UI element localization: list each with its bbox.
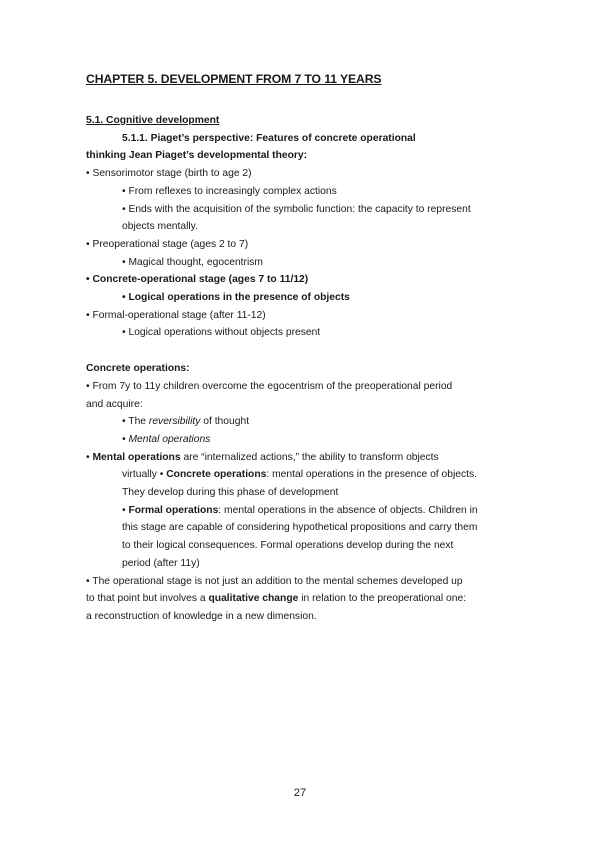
final-line2-post: in relation to the preoperational one:: [298, 593, 467, 605]
final-line2-pre: to that point but involves a: [86, 593, 209, 605]
stage-concrete-operational-point-1: • Logical operations in the presence of objects: [122, 292, 350, 304]
virtually-text: virtually: [122, 469, 160, 481]
stage-formal-operational: • Formal-operational stage (after 11-12): [86, 309, 266, 321]
mental-operations-item: • Mental operations: [122, 433, 211, 445]
final-paragraph-line1: • The operational stage is not just an addition to the mental schemes developed up: [86, 575, 463, 587]
reversibility-item: [86, 413, 526, 431]
co-text: : mental operations in the presence of objects.: [266, 469, 478, 481]
mo-text: are “internalized actions,” the ability to transform objects: [180, 451, 439, 463]
fo-text: : mental operations in the absence of objects. Children in: [218, 504, 478, 516]
stage-concrete-operational: • Concrete-operational stage (ages 7 to 11/12): [86, 274, 309, 286]
subsection-heading-line2: thinking Jean Piaget’s developmental theory:: [86, 150, 308, 162]
stage-sensorimotor: • Sensorimotor stage (birth to age 2): [86, 168, 252, 180]
fo-term: Formal operations: [128, 504, 219, 516]
concrete-intro-line1: • From 7y to 11y children overcome the egocentrism of the preoperational period: [86, 380, 453, 392]
stage-sensorimotor-point-2-cont: objects mentally.: [122, 221, 198, 233]
reversibility-suffix: of thought: [200, 416, 250, 428]
concrete-intro-line2: and acquire:: [86, 398, 143, 410]
document-body: [86, 112, 526, 626]
stage-preoperational: • Preoperational stage (ages 2 to 7): [86, 238, 249, 250]
formal-operations-line2: this stage are capable of considering hypothetical propositions and carry them: [122, 522, 478, 534]
formal-operations-line4: period (after 11y): [122, 557, 200, 569]
stage-sensorimotor-point-1: • From reflexes to increasingly complex actions: [122, 185, 337, 197]
stage-preoperational-point-1: • Magical thought, egocentrism: [122, 256, 263, 268]
chapter-title: CHAPTER 5. DEVELOPMENT FROM 7 TO 11 YEARS: [86, 72, 382, 86]
final-paragraph-line3: a reconstruction of knowledge in a new dimension.: [86, 610, 317, 622]
final-paragraph-line2: [86, 590, 526, 608]
co-term: Concrete operations: [166, 469, 267, 481]
fo-bullet: •: [122, 504, 129, 516]
co-bullet: •: [159, 469, 167, 481]
concrete-operations-heading: Concrete operations:: [86, 363, 190, 375]
concrete-operations-definition: [86, 466, 526, 484]
stage-formal-operational-point-1: • Logical operations without objects present: [122, 327, 321, 339]
formal-operations-definition: [86, 502, 526, 520]
stage-sensorimotor-point-2: • Ends with the acquisition of the symbolic function: the capacity to represent: [122, 203, 471, 215]
formal-operations-line3: to their logical consequences. Formal operations develop during the next: [122, 540, 454, 552]
subsection-heading-line1: 5.1.1. Piaget’s perspective: Features of concrete operational: [122, 132, 416, 144]
section-heading: 5.1. Cognitive development: [86, 115, 220, 126]
mental-operations-definition: [86, 449, 526, 467]
qualitative-change-term: qualitative change: [208, 593, 299, 605]
reversibility-prefix: • The: [122, 416, 149, 428]
page-number: 27: [293, 787, 307, 799]
reversibility-term: reversibility: [148, 416, 201, 428]
spacer: [86, 342, 526, 360]
concrete-operations-definition-cont: They develop during this phase of development: [122, 487, 339, 499]
mo-bullet: •: [86, 451, 93, 463]
mo-term: Mental operations: [92, 451, 181, 463]
